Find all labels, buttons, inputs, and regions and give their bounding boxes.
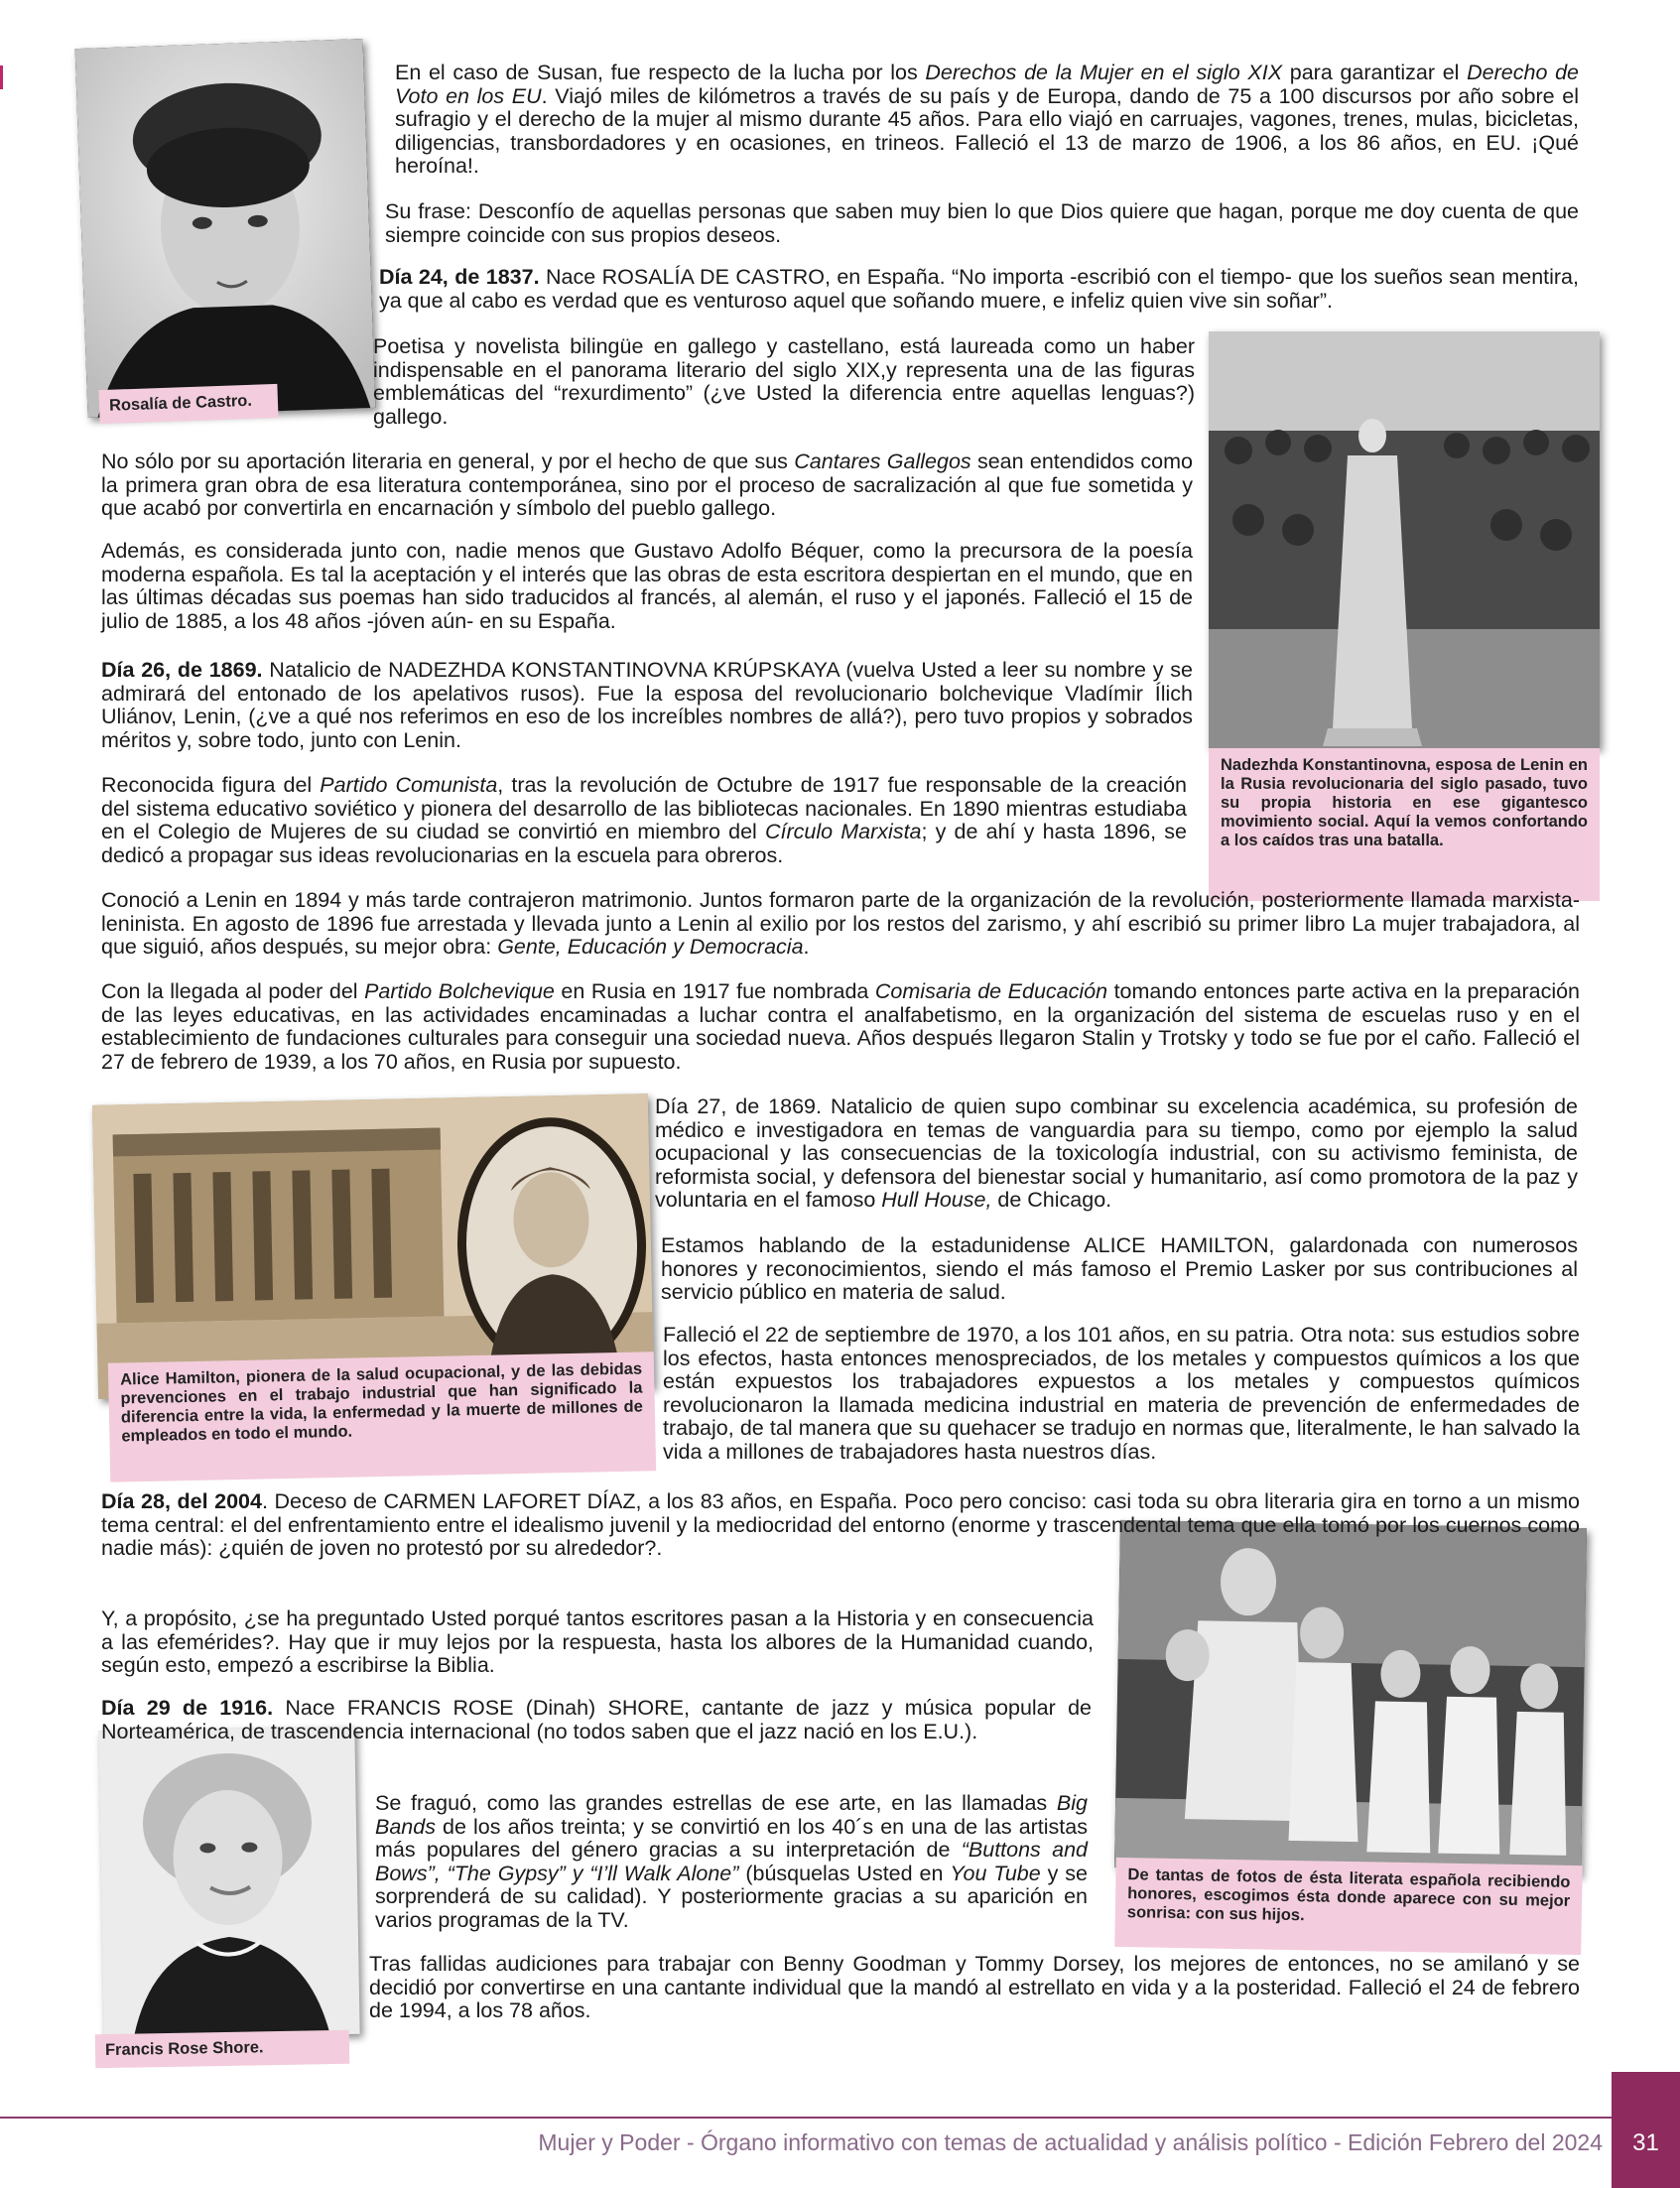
rosalia-portrait-image xyxy=(75,39,376,418)
francis-shore-photo xyxy=(98,1727,359,2038)
paragraph-rosalia-cantares: No sólo por su aportación literaria en general, y por el hecho de que sus Cantares Gallegos sean entendidos como la primera gran obra de esa literatura contemporánea, sino por el proceso de sacralización al que fue sometida y que acabó por convertirla en encarnación y símbolo del pueblo gallego. xyxy=(101,450,1193,520)
paragraph-nadezhda-party: Reconocida figura del Partido Comunista, tras la revolución de Octubre de 1917 fue responsable de la creación del sistema educativo soviético y pionera del desarrollo de las bibliotecas nacionales. En 1890 mientras estudiaba en el Colegio de Mujeres de su ciudad se convirtió en miembro del Círculo Marxista; y de ahí y hasta 1896, se dedicó a propagar sus ideas revolucionarias en la escuela para obreros. xyxy=(101,773,1187,867)
caption-nadezhda: Nadezhda Konstantinovna, esposa de Lenin en la Rusia revolucionaria del siglo pasado, tuvo su propia historia en ese gigantesco movimiento social. Aquí la vemos confortando a los caídos tras una batalla. xyxy=(1209,748,1600,901)
paragraph-rosalia-intro: Día 24, de 1837. Nace ROSALÍA DE CASTRO, en España. “No importa -escribió con el tiempo- que los sueños sean mentira, ya que al cabo es verdad que es venturoso aquel que soñando muere, e infeliz quien vive sin soñar”. xyxy=(379,265,1579,313)
rosalia-photo xyxy=(75,39,376,418)
paragraph-francis-intro: Día 29 de 1916. Nace FRANCIS ROSE (Dinah) SHORE, cantante de jazz y música popular de Norteamérica, de trascendencia internacional (no todos saben que el jazz nació en los E.U.). xyxy=(101,1696,1092,1743)
paragraph-efemerides-question: Y, a propósito, ¿se ha preguntado Usted porqué tantos escritores pasan a la Historia y en consecuencia a las efemérides?. Hay que ir muy lejos por la respuesta, hasta los albores de la Humanidad cuando, según esto, empezó a escribirse la Biblia. xyxy=(101,1607,1094,1677)
page-edge-mark xyxy=(0,65,3,89)
paragraph-nadezhda-lenin: Conoció a Lenin en 1894 y más tarde contrajeron matrimonio. Juntos formaron parte de la organización de la revolución, posteriormente llamada marxista-leninista. En agosto de 1896 fue arrestada y llevada junto a Lenin al exilio por los restos del zarismo, y ahí escribió su primer libro La mujer trabajadora, al que siguió, años después, su mejor obra: Gente, Educación y Democracia. xyxy=(101,888,1580,959)
paragraph-alice-death: Falleció el 22 de septiembre de 1970, a los 101 años, en su patria. Otra nota: sus estudios sobre los efectos, hasta entonces menospreciados, de los metales y compuestos químicos a los que están expuestos los trabajadores expuestos a los metales y compuestos químicos revolucionaron la llamada medicina industrial en materia de prevención de enfermedades de trabajo, de tal manera que su quehacer se tradujo en normas que, literalmente, le han salvado la vida a millones de trabajadores hasta nuestros días. xyxy=(663,1323,1580,1464)
carmen-laforet-family-image xyxy=(1114,1520,1587,1875)
footer-publication-text: Mujer y Poder - Órgano informativo con temas de actualidad y análisis político - Edición Febrero del 2024 xyxy=(538,2129,1603,2155)
footer-divider xyxy=(0,2117,1617,2119)
paragraph-rosalia-bio: Poetisa y novelista bilingüe en gallego y castellano, está laureada como un haber indispensable en el panorama literario del siglo XIX,y representa una de las figuras emblemáticas del “rexurdimento” (¿ve Usted la diferencia entre aquellas lenguas?) gallego. xyxy=(373,334,1195,429)
caption-rosalia: Rosalía de Castro. xyxy=(98,384,278,424)
paragraph-alice-honors: Estamos hablando de la estadunidense ALICE HAMILTON, galardonada con numerosos honores y reconocimientos, siendo el más famoso el Premio Lasker por sus contribuciones al servicio público en materia de salud. xyxy=(661,1233,1578,1304)
caption-francis-shore: Francis Rose Shore. xyxy=(95,2030,350,2068)
paragraph-susan-rights: En el caso de Susan, fue respecto de la lucha por los Derechos de la Mujer en el siglo XIX para garantizar el Derecho de Voto en los EU. Viajó miles de kilómetros a través de su país y de Europa, dando de 75 a 100 discursos por año sobre el sufragio y el derecho de la mujer al mismo durante 45 años. Para ello viajó en carruajes, vagones, trenes, mulas, bicicletas, diligencias, transbordadores y en ocasiones, en trineos. Falleció el 13 de marzo de 1906, a los 86 años, en EU. ¡Qué heroína!. xyxy=(395,61,1579,178)
paragraph-alice-intro: Día 27, de 1869. Natalicio de quien supo combinar su excelencia académica, su profesión de médico e investigadora en temas de vanguardia para su tiempo, como por ejemplo la salud ocupacional y las consecuencias de la toxicología industrial, con su activismo feminista, de reformista social, y defensora del bienestar social y humanitario, así como promotora de la paz y voluntaria en el famoso Hull House, de Chicago. xyxy=(655,1094,1578,1212)
nadezhda-photo xyxy=(1209,331,1600,748)
carmen-laforet-photo xyxy=(1114,1520,1587,1875)
francis-shore-portrait-image xyxy=(98,1727,359,2038)
caption-alice-hamilton: Alice Hamilton, pionera de la salud ocupacional, y de las debidas prevenciones en el trabajo industrial que han significado la diferencia entre la vida, la enfermedad y la muerte de millones de empleados en todo el mundo. xyxy=(108,1351,656,1481)
paragraph-francis-career: Se fraguó, como las grandes estrellas de ese arte, en las llamadas Big Bands de los años treinta; y se convirtió en los 40´s en una de las artistas más populares del género gracias a su interpretación de “Buttons and Bows”, “The Gypsy” y “I’ll Walk Alone” (búsquelas Usted en You Tube y se sorprenderá de su calidad). Y posteriormente gracias a su aparición en varios programas de la TV. xyxy=(375,1791,1088,1932)
nadezhda-crowd-image xyxy=(1209,331,1600,748)
paragraph-rosalia-legacy: Además, es considerada junto con, nadie menos que Gustavo Adolfo Béquer, como la precursora de la poesía moderna española. Es tal la aceptación y el interés que las obras de esta escritora despiertan en el mundo, que en las últimas décadas sus poemas han sido traducidos al francés, al alemán, el ruso y el japonés. Falleció el 15 de julio de 1885, a los 48 años -jóven aún- en su España. xyxy=(101,539,1193,633)
caption-carmen-laforet: De tantas de fotos de ésta literata española recibiendo honores, escogimos ésta donde aparece con su mejor sonrisa: con sus hijos. xyxy=(1114,1858,1582,1955)
paragraph-nadezhda-commissar: Con la llegada al poder del Partido Bolchevique en Rusia en 1917 fue nombrada Comisaria de Educación tomando entonces parte activa en la preparación de las leyes educativas, en las actividades encaminadas a luchar contra el analfabetismo, en la organización del sistema de escuelas ruso y en el establecimiento de fundaciones culturales para conseguir una sociedad nueva. Años después llegaron Stalin y Trotsky y todo se fue por el caño. Falleció el 27 de febrero de 1939, a los 70 años, en Rusia por supuesto. xyxy=(101,979,1581,1074)
paragraph-francis-death: Tras fallidas audiciones para trabajar con Benny Goodman y Tommy Dorsey, los mejores de entonces, no se amilanó y se decidió por convertirse en una cantante individual que la mandó al estrellato en vida y a la posteridad. Falleció el 24 de febrero de 1994, a los 78 años. xyxy=(369,1952,1580,2022)
paragraph-nadezhda-intro: Día 26, de 1869. Natalicio de NADEZHDA KONSTANTINOVNA KRÚPSKAYA (vuelva Usted a leer su nombre y se admirará del entonado de los apelativos rusos). Fue la esposa del revolucionario bolchevique Vladímir Ílich Uliánov, Lenin, (¿ve a qué nos referimos en eso de los increíbles nombres de allá?), pero tuvo propios y sobrados méritos y, sobre todo, junto con Lenin. xyxy=(101,658,1193,752)
page-number-badge: 31 xyxy=(1612,2072,1680,2188)
paragraph-susan-quote: Su frase: Desconfío de aquellas personas que saben muy bien lo que Dios quiere que hagan, porque me doy cuenta de que siempre coincide con sus propios deseos. xyxy=(385,199,1579,247)
paragraph-carmen-laforet: Día 28, del 2004. Deceso de CARMEN LAFORET DÍAZ, a los 83 años, en España. Poco pero conciso: casi toda su obra literaria gira en torno a un mismo tema central: el del enfrentamiento entre el idealismo juvenil y la mediocridad del entorno (enorme y trascendental tema que ella tomó por los cuernos como nadie más): ¿quién de joven no protestó por su alrededor?. xyxy=(101,1489,1580,1560)
